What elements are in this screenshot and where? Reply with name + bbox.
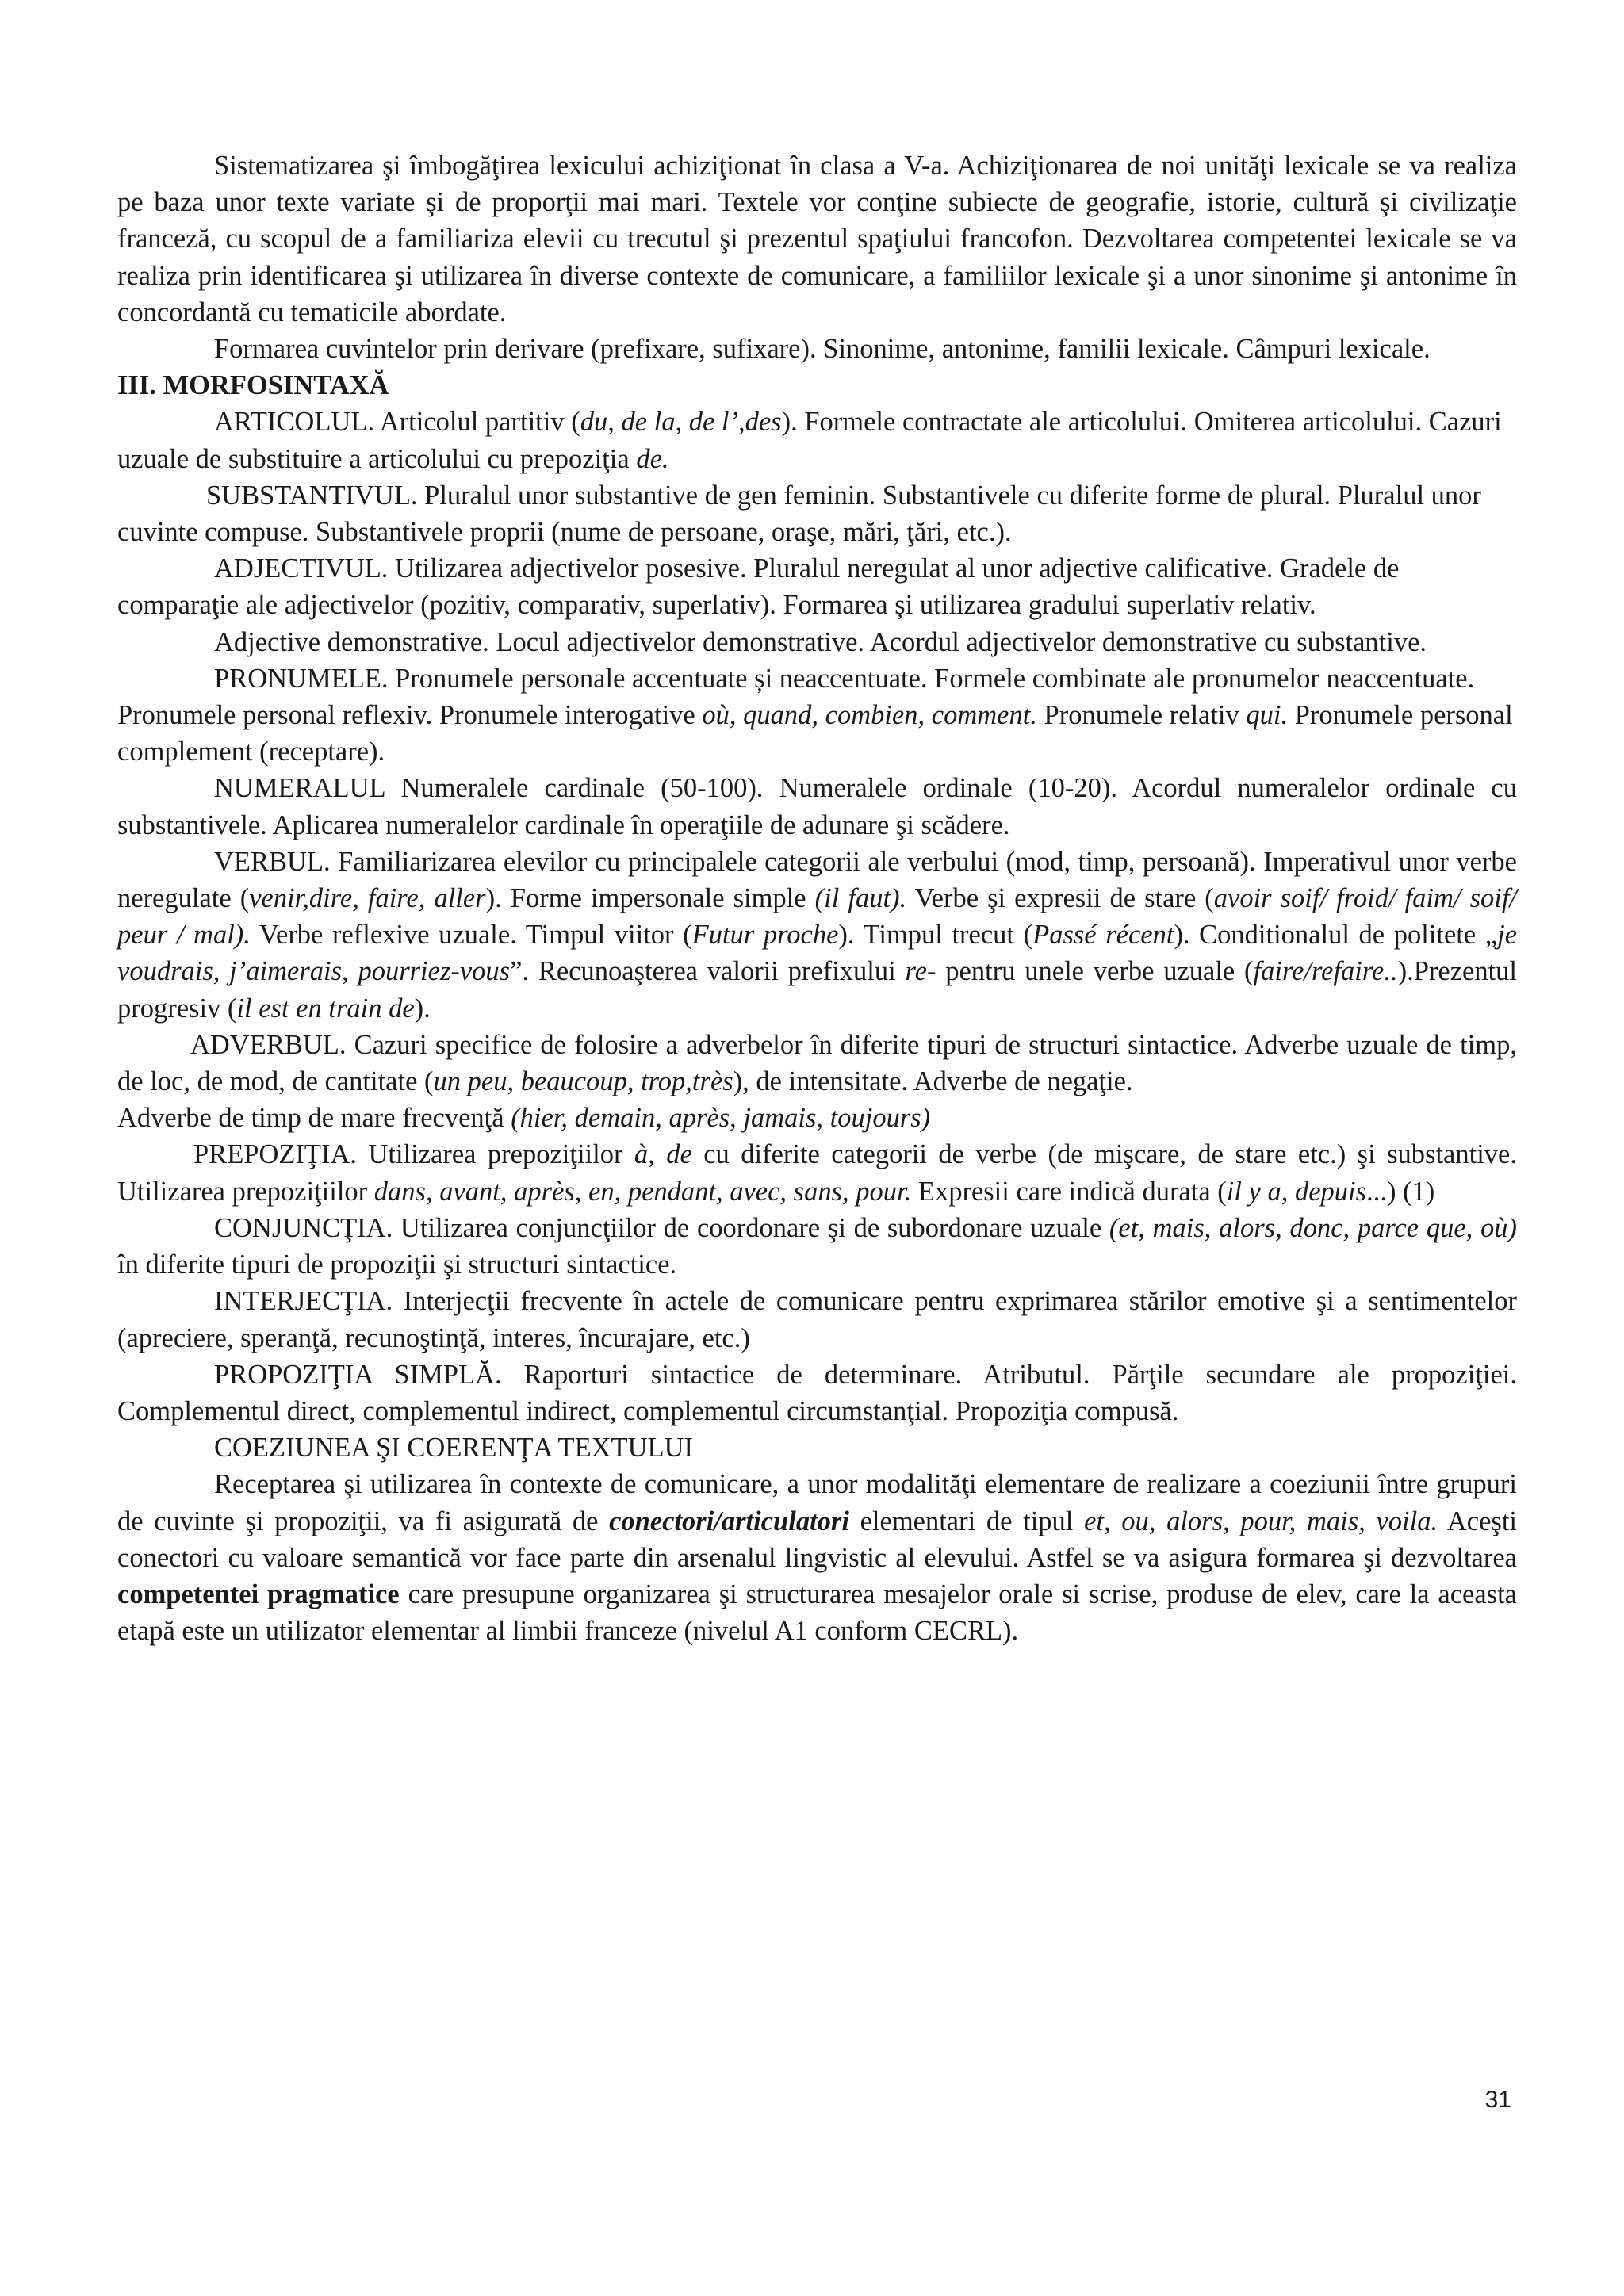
paragraph-substantiv: SUBSTANTIVUL. Pluralul unor substantive de gen feminin. Substantivele cu diferite forme de plural. Pluralul unor cuvinte compuse. Substantivele proprii (nume de persoane, oraşe, mări, ţări, etc.).	[117, 480, 1481, 548]
verb-italic-2: (il faut).	[814, 883, 907, 914]
prepozitie-italic-3: il y a, depuis	[1226, 1176, 1367, 1207]
prepozitie-text-2: cu diferite categorii de verbe (de mişcare, de stare etc.) şi substantive. Utilizarea prepoziţiilor	[117, 1139, 1517, 1207]
verb-italic-3: avoir soif/ froid/ faim/ soif/ peur / mal).	[117, 883, 1517, 951]
conjunctie-text-1: CONJUNCŢIA. Utilizarea conjuncţiilor de coordonare şi de subordonare uzuale	[214, 1212, 1109, 1243]
verb-text-3: Verbe şi expresii de stare (	[906, 883, 1214, 914]
paragraph-coeziune	[117, 1466, 1517, 1649]
document-body	[117, 147, 1517, 1649]
prepozitie-italic-1: à, de	[634, 1139, 692, 1170]
paragraph-conjunctie	[117, 1210, 1517, 1283]
coeziune-bold: competentei pragmatice	[117, 1578, 400, 1609]
verb-italic-9: il est en train de	[236, 993, 415, 1024]
verb-text-9: ).Prezentul progresiv (	[117, 956, 1517, 1024]
articol-italic-1: du, de la, de l’,des	[580, 407, 782, 438]
verb-text-6: ). Conditionalul de politete „	[1174, 920, 1498, 951]
verb-italic-8: faire/refaire..	[1253, 956, 1398, 987]
paragraph-adverb	[117, 1027, 1517, 1100]
paragraph-verb	[117, 844, 1517, 1027]
adverb-timp-text: Adverbe de timp de mare frecvenţă	[117, 1103, 511, 1134]
coeziune-text-2: elementari de tipul	[848, 1506, 1085, 1536]
pronume-text-2: Pronumele relativ	[1036, 700, 1247, 731]
paragraph-lexic-enrichment: Sistematizarea şi îmbogăţirea lexicului achiziţionat în clasa a V-a. Achiziţionarea de noi unităţi lexicale se va realiza pe baza unor texte variate şi de proporţii mai mari. Textele vor conţine subiecte de geografie, istorie, cultură şi civilizaţie franceză, cu scopul de a familiariza elevii cu trecutul şi prezentul spaţiului francofon. Dezvoltarea competentei lexicale se va realiza prin identificarea şi utilizarea în diverse contexte de comunicare, a familiilor lexicale şi a unor sinonime şi antonime în concordantă cu tematicile abordate.	[117, 151, 1517, 327]
paragraph-adjectiv: ADJECTIVUL. Utilizarea adjectivelor posesive. Pluralul neregulat al unor adjective calificative. Gradele de comparaţie ale adjectivelor (pozitiv, comparativ, superlativ). Formarea și utilizarea gradului superlativ relativ.	[117, 553, 1400, 621]
articol-text-2: ). Formele contractate ale articolului. Omiterea articolului. Cazuri uzuale de substituire a articolului cu prepoziţia	[117, 407, 1502, 474]
conjunctie-text-2: în diferite tipuri de propoziţii şi structuri sintactice.	[117, 1249, 677, 1280]
coeziune-text-4: care presupune organizarea şi structurarea mesajelor orale si scrise, produse de elev, care la aceasta etapă este un utilizator elementar al limbii franceze (nivelul A1 conform CECRL).	[117, 1578, 1517, 1647]
page-number: 31	[1484, 2087, 1511, 2113]
conjunctie-italic-1: (et, mais, alors, donc, parce que, où)	[1109, 1212, 1518, 1243]
paragraph-word-formation: Formarea cuvintelor prin derivare (prefixare, sufixare). Sinonime, antonime, familii lexicale. Câmpuri lexicale.	[214, 334, 1431, 365]
prepozitie-text-1: PREPOZIŢIA. Utilizarea prepoziţiilor	[193, 1139, 634, 1170]
paragraph-adjectiv-demonstrativ: Adjective demonstrative. Locul adjectivelor demonstrative. Acordul adjectivelor demonstrative cu substantive.	[214, 626, 1427, 657]
paragraph-adverb-timp	[117, 1100, 1517, 1136]
section-heading-morfosintaxa: III. MORFOSINTAXĂ	[117, 370, 389, 401]
adverb-timp-italic: (hier, demain, après, jamais, toujours)	[511, 1103, 931, 1134]
coeziune-italic: et, ou, alors, pour, mais, voila.	[1084, 1506, 1438, 1536]
verb-text-1: VERBUL. Familiarizarea elevilor cu principalele categorii ale verbului (mod, timp, persoană). Imperativul unor verbe neregulate (	[117, 846, 1517, 914]
verb-italic-6: je voudrais, j’aimerais, pourriez-vous	[117, 920, 1518, 987]
pronume-italic-2: qui.	[1246, 700, 1289, 731]
paragraph-propozitie: PROPOZIŢIA SIMPLĂ. Raporturi sintactice de determinare. Atributul. Părţile secundare ale propoziţiei. Complementul direct, complementul indirect, complementul circumstanţial. Propoziţia compusă.	[117, 1359, 1517, 1426]
pronume-italic-1: où, quand, combien, comment.	[702, 700, 1037, 731]
paragraph-pronume	[117, 660, 1517, 771]
articol-text-1: ARTICOLUL. Articolul partitiv (	[214, 407, 580, 438]
paragraph-prepozitie	[117, 1136, 1517, 1209]
coeziune-text-1: Receptarea şi utilizarea în contexte de comunicare, a unor modalităţi elementare de realizare a coeziunii între grupuri de cuvinte şi propoziţii, va fi asigurată de	[117, 1469, 1517, 1536]
prepozitie-italic-2: dans, avant, après, en, pendant, avec, sans, pour.	[373, 1176, 912, 1207]
articol-italic-2: de.	[636, 443, 669, 474]
verb-text-5: ). Timpul trecut (	[838, 920, 1033, 951]
verb-italic-7: re-	[905, 956, 936, 987]
prepozitie-text-3: Expresii care indică durata (	[911, 1176, 1227, 1207]
adverb-italic-1: un peu, beaucoup, trop,très	[433, 1066, 733, 1097]
verb-text-10: ).	[414, 993, 431, 1024]
paragraph-numeral: NUMERALUL Numeralele cardinale (50-100). Numeralele ordinale (10-20). Acordul numeralelor ordinale cu substantivele. Aplicarea numeralelor cardinale în operaţiile de adunare şi scădere.	[117, 773, 1517, 840]
coeziune-bold-italic: conectori/articulatori	[609, 1506, 849, 1536]
section-title-coeziune: COEZIUNEA ŞI COERENŢA TEXTULUI	[214, 1433, 694, 1464]
verb-text-7: ”. Recunoaşterea valorii prefixului	[510, 956, 906, 987]
pronume-text-3: Pronumele personal complement (receptare).	[117, 700, 1513, 767]
verb-italic-5: Passé récent	[1032, 920, 1174, 951]
paragraph-articol	[117, 404, 1517, 476]
pronume-text-1: PRONUMELE. Pronumele personale accentuate și neaccentuate. Formele combinate ale pronumelor neaccentuate. Pronumele personal reflexiv. Pronumele interogative	[117, 663, 1475, 731]
verb-italic-1: venir,dire, faire, aller	[249, 883, 486, 914]
verb-text-8: pentru unele verbe uzuale (	[936, 956, 1254, 987]
verb-text-4: Verbe reflexive uzuale. Timpul viitor (	[250, 920, 692, 951]
verb-italic-4: Futur proche	[691, 920, 839, 951]
adverb-text-2: ), de intensitate. Adverbe de negaţie.	[733, 1066, 1133, 1097]
paragraph-interjectie: INTERJECŢIA. Interjecţii frecvente în actele de comunicare pentru exprimarea stărilor emotive şi a sentimentelor (apreciere, speranţă, recunoştinţă, interes, încurajare, etc.)	[117, 1286, 1517, 1353]
coeziune-text-3: Aceşti conectori cu valoare semantică vor face parte din arsenalul lingvistic al elevului. Astfel se va asigura formarea şi dezvoltarea	[117, 1506, 1517, 1573]
verb-text-2: ). Forme impersonale simple	[485, 883, 815, 914]
adverb-text-1: ADVERBUL. Cazuri specifice de folosire a adverbelor în diferite tipuri de structuri sintactice. Adverbe uzuale de timp, de loc, de mod, de cantitate (	[117, 1029, 1517, 1097]
prepozitie-text-4: ...) (1)	[1366, 1176, 1435, 1207]
